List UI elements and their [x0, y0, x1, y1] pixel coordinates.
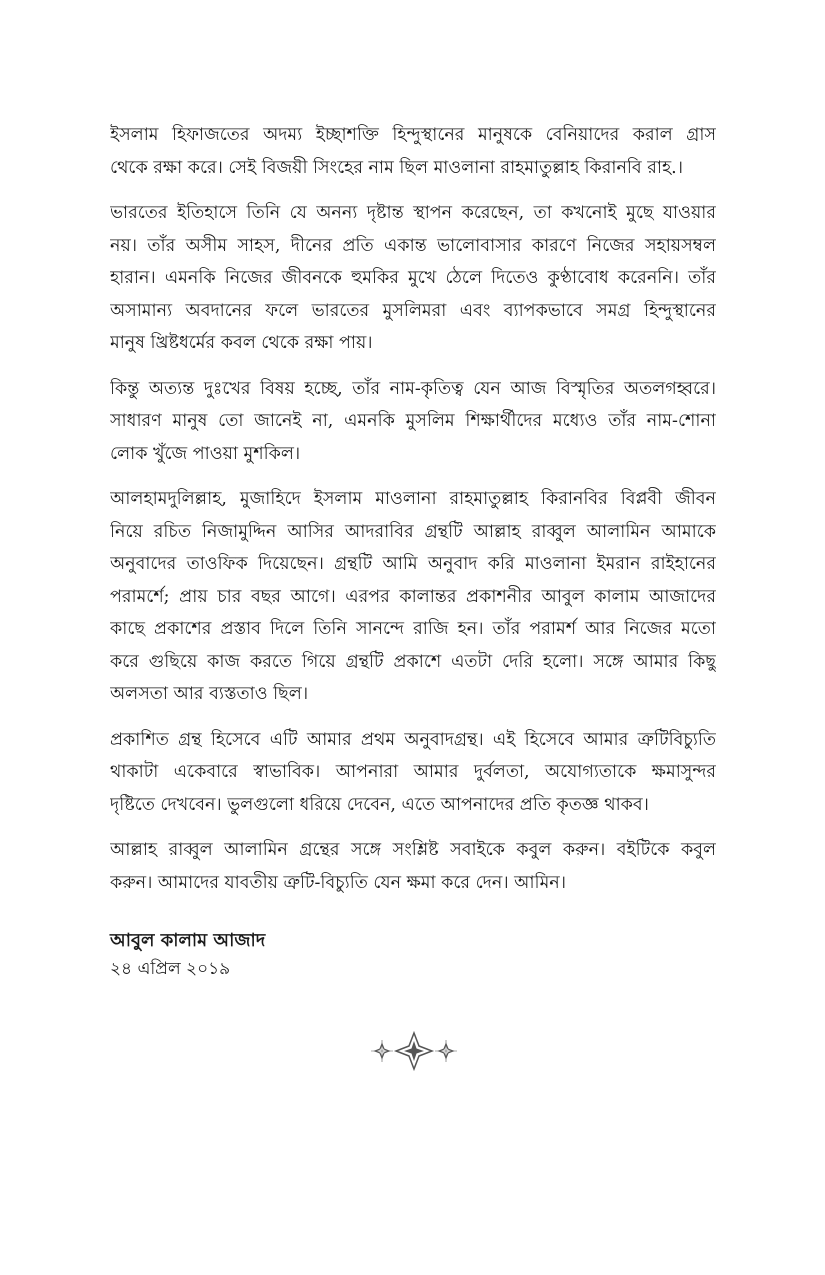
- text-line: অনুবাদের তাওফিক দিয়েছেন। গ্রন্থটি আমি অনুবাদ করি মাওলানা ইমরান রাইহানের: [110, 554, 716, 574]
- text-line: লোক খুঁজে পাওয়া মুশকিল।: [110, 443, 301, 464]
- signature-date: ২৪ এপ্রিল ২০১৯: [110, 959, 231, 979]
- text-line: সাধারণ মানুষ তো জানেই না, এমনকি মুসলিম শিক্ষার্থীদের মধ্যেও তাঁর নাম-শোনা: [110, 411, 716, 431]
- small-sparkle-right-icon: [435, 1040, 457, 1062]
- paragraph: [110, 373, 716, 471]
- text-line: ভারতের ইতিহাসে তিনি যে অনন্য দৃষ্টান্ত স্থাপন করেছেন, তা কখনোই মুছে যাওয়ার: [110, 203, 716, 223]
- text-line: নয়। তাঁর অসীম সাহস, দীনের প্রতি একান্ত ভালোবাসার কারণে নিজের সহায়সম্বল: [110, 235, 716, 256]
- text-line: আল্লাহ রাব্বুল আলামিন গ্রন্থের সঙ্গে সংশ্লিষ্ট সবাইকে কবুল করুন। বইটিকে কবুল: [110, 840, 716, 860]
- paragraph: [110, 119, 716, 184]
- text-line: নিয়ে রচিত নিজামুদ্দিন আসির আদরাবির গ্রন্থটি আল্লাহ রাব্বুল আলামিন আমাকে: [110, 521, 716, 542]
- text-line: থেকে রক্ষা করে। সেই বিজয়ী সিংহের নাম ছিল মাওলানা রাহমাতুল্লাহ কিরানবি রাহ.।: [110, 157, 683, 178]
- text-line: দৃষ্টিতে দেখবেন। ভুলগুলো ধরিয়ে দেবেন, এতে আপনাদের প্রতি কৃতজ্ঞ থাকব।: [110, 794, 649, 815]
- paragraph: [110, 197, 716, 360]
- text-line: ইসলাম হিফাজতের অদম্য ইচ্ছাশক্তি হিন্দুস্থানের মানুষকে বেনিয়াদের করাল গ্রাস: [110, 125, 716, 145]
- text-line: অসামান্য অবদানের ফলে ভারতের মুসলিমরা এবং ব্যাপকভাবে সমগ্র হিন্দুস্থানের: [110, 300, 716, 321]
- small-sparkle-left-icon: [371, 1040, 393, 1062]
- paragraph: [110, 724, 716, 822]
- text-line: থাকাটা একেবারে স্বাভাবিক। আপনারা আমার দুর্বলতা, অযোগ্যতাকে ক্ষমাসুন্দর: [110, 762, 716, 782]
- text-line: কাছে প্রকাশের প্রস্তাব দিলে তিনি সানন্দে রাজি হন। তাঁর পরামর্শ আর নিজের মতো: [110, 619, 716, 639]
- star-ornament-icon: [370, 1030, 458, 1072]
- author-name: আবুল কালাম আজাদ: [110, 930, 266, 951]
- text-line: করে গুছিয়ে কাজ করতে গিয়ে গ্রন্থটি প্রকাশে এতটা দেরি হলো। সঙ্গে আমার কিছু: [110, 651, 716, 672]
- text-line: মানুষ খ্রিষ্টধর্মের কবল থেকে রক্ষা পায়।: [110, 333, 373, 353]
- text-line: পরামর্শে; প্রায় চার বছর আগে। এরপর কালান্তর প্রকাশনীর আবুল কালাম আজাদের: [110, 586, 716, 607]
- text-line: আলহামদুলিল্লাহ, মুজাহিদে ইসলাম মাওলানা রাহমাতুল্লাহ কিরানবির বিপ্লবী জীবন: [110, 489, 716, 509]
- text-line: অলসতা আর ব্যস্ততাও ছিল।: [110, 684, 309, 704]
- text-line: প্রকাশিত গ্রন্থ হিসেবে এটি আমার প্রথম অনুবাদগ্রন্থ। এই হিসেবে আমার ত্রুটিবিচ্যুতি: [110, 729, 716, 750]
- text-line: করুন। আমাদের যাবতীয় ত্রুটি-বিচ্যুতি যেন ক্ষমা করে দেন। আমিন।: [110, 872, 566, 893]
- text-line: হারান। এমনকি নিজের জীবনকে হুমকির মুখে ঠেলে দিতেও কুণ্ঠাবোধ করেননি। তাঁর: [110, 268, 716, 288]
- document-page: [110, 119, 716, 983]
- paragraph: [110, 834, 716, 899]
- signature-block: [110, 927, 716, 983]
- text-line: কিন্তু অত্যন্ত দুঃখের বিষয় হচ্ছে, তাঁর নাম-কৃতিত্ব যেন আজ বিস্মৃতির অতলগহ্বরে।: [110, 378, 716, 399]
- paragraph: [110, 483, 716, 711]
- body-text: [110, 119, 716, 899]
- center-star-icon: [396, 1033, 432, 1069]
